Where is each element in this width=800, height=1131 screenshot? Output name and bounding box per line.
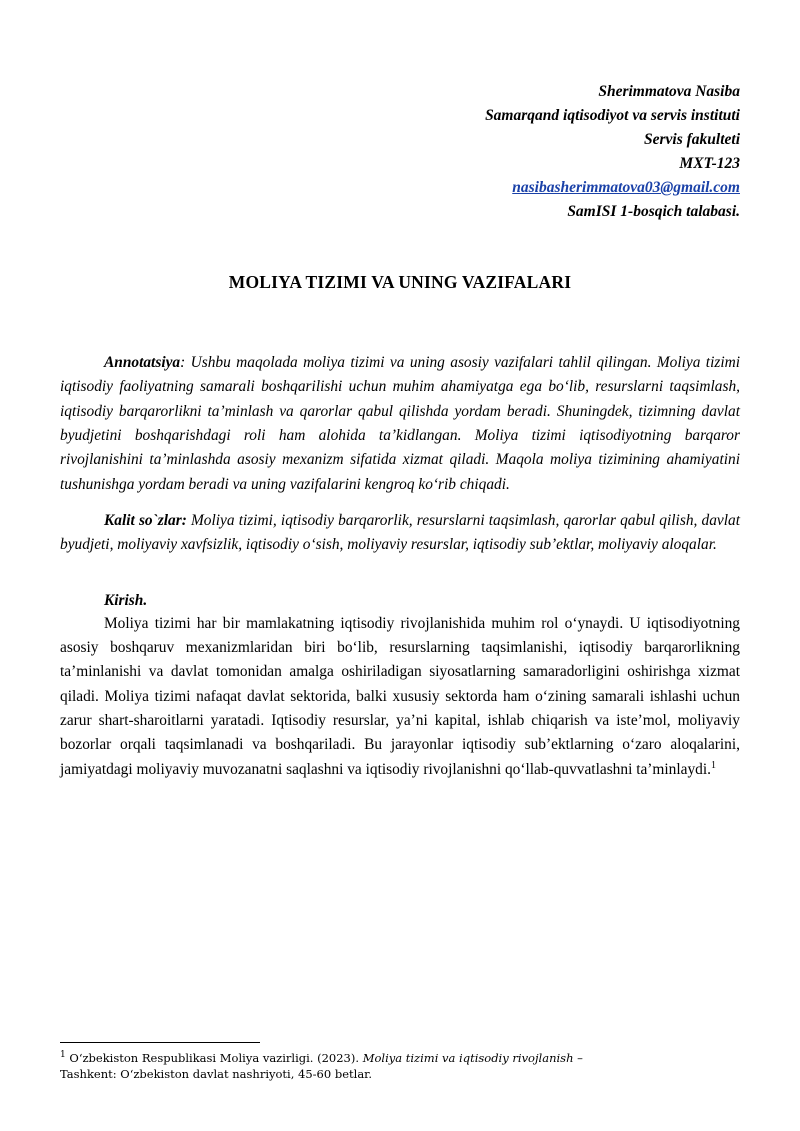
footnote-title-italic: Moliya tizimi va iqtisodiy rivojlanish – xyxy=(362,1050,583,1065)
author-institute: Samarqand iqtisodiyot va servis instituti xyxy=(485,107,740,125)
author-block xyxy=(60,80,740,224)
footnote-part-two: Tashkent: O‘zbekiston davlat nashriyoti, 45-60 betlar. xyxy=(60,1067,373,1082)
author-email-link[interactable]: nasibasherimmatova03@gmail.com xyxy=(512,179,740,197)
footnote-separator xyxy=(60,1042,260,1043)
footnote-reference[interactable]: 1 xyxy=(711,759,716,771)
author-status: SamISI 1-bosqich talabasi. xyxy=(567,203,740,221)
author-email-line xyxy=(60,176,740,200)
annotation-text: : Ushbu maqolada moliya tizimi va uning asosiy vazifalari tahlil qilingan. Moliya tizimi iqtisodiy faoliyatning samarali boshqarilishi uchun muhim ahamiyatga ega bo‘lib, resurslarni taqsimlash, iqtisodiy barqarorlikni ta’minlash va qarorlar qabul qilishda yordam beradi. Shuningdek, tizimning davlat byudjetini boshqarishdagi roli ham alohida ta’kidlangan. Moliya tizimi iqtisodiyotning barqaror rivojlanishini ta’minlashda asosiy mexanizm sifatida xizmat qiladi. Maqola moliya tizimining ahamiyatini tushunishga yordam beradi va uning vazifalarini kengroq ko‘rib chiqadi. xyxy=(60,354,740,493)
intro-paragraph xyxy=(60,612,740,782)
annotation-label: Annotatsiya xyxy=(104,354,181,372)
keywords-paragraph xyxy=(60,509,740,558)
footnote-part-one: O‘zbekiston Respublikasi Moliya vazirligi. (2023). xyxy=(65,1050,363,1065)
footnote-area xyxy=(60,1042,740,1083)
page-title: MOLIYA TIZIMI VA UNING VAZIFALARI xyxy=(228,272,572,293)
keywords-label: Kalit so`zlar: xyxy=(104,512,187,530)
footnote-marker: 1 xyxy=(60,1049,66,1060)
annotation-paragraph xyxy=(60,351,740,497)
author-faculty: Servis fakulteti xyxy=(643,131,740,149)
author-name: Sherimmatova Nasiba xyxy=(598,83,740,100)
intro-text: Moliya tizimi har bir mamlakatning iqtisodiy rivojlanishida muhim rol o‘ynaydi. U iqtisodiyotning asosiy boshqaruv mexanizmlaridan biri bo‘lib, resurslarning taqsimlanishi, iqtisodiy barqarorlikning ta’minlanishi va davlat tomonidan amalga oshiriladigan siyosatlarning samaradorligini oshirishga xizmat qiladi. Moliya tizimi nafaqat davlat sektorida, balki xususiy sektorda ham o‘zining samarali ishlashi uchun zarur shart-sharoitlarni yaratadi. Iqtisodiy resurslar, ya’ni kapital, ishlab chiqarish va iste’mol, moliyaviy bozorlar orqali taqsimlanadi va boshqariladi. Bu jarayonlar iqtisodiy sub’ektlarning o‘zaro aloqalarini, jamiyatdagi moliyaviy muvozanatni saqlashni va iqtisodiy rivojlanishni qo‘llab-quvvatlashni ta’minlaydi. xyxy=(60,614,740,778)
footnote-text xyxy=(60,1049,740,1083)
document-body xyxy=(60,351,740,782)
keywords-text: Moliya tizimi, iqtisodiy barqarorlik, resurslarni taqsimlash, qarorlar qabul qilish, davlat byudjeti, moliyaviy xavfsizlik, iqtisodiy o‘sish, moliyaviy resurslar, iqtisodiy sub’ektlar, moliyaviy aloqalar. xyxy=(60,512,740,554)
author-group: MXT-123 xyxy=(679,155,740,173)
section-heading-kirish: Kirish. xyxy=(104,591,148,609)
